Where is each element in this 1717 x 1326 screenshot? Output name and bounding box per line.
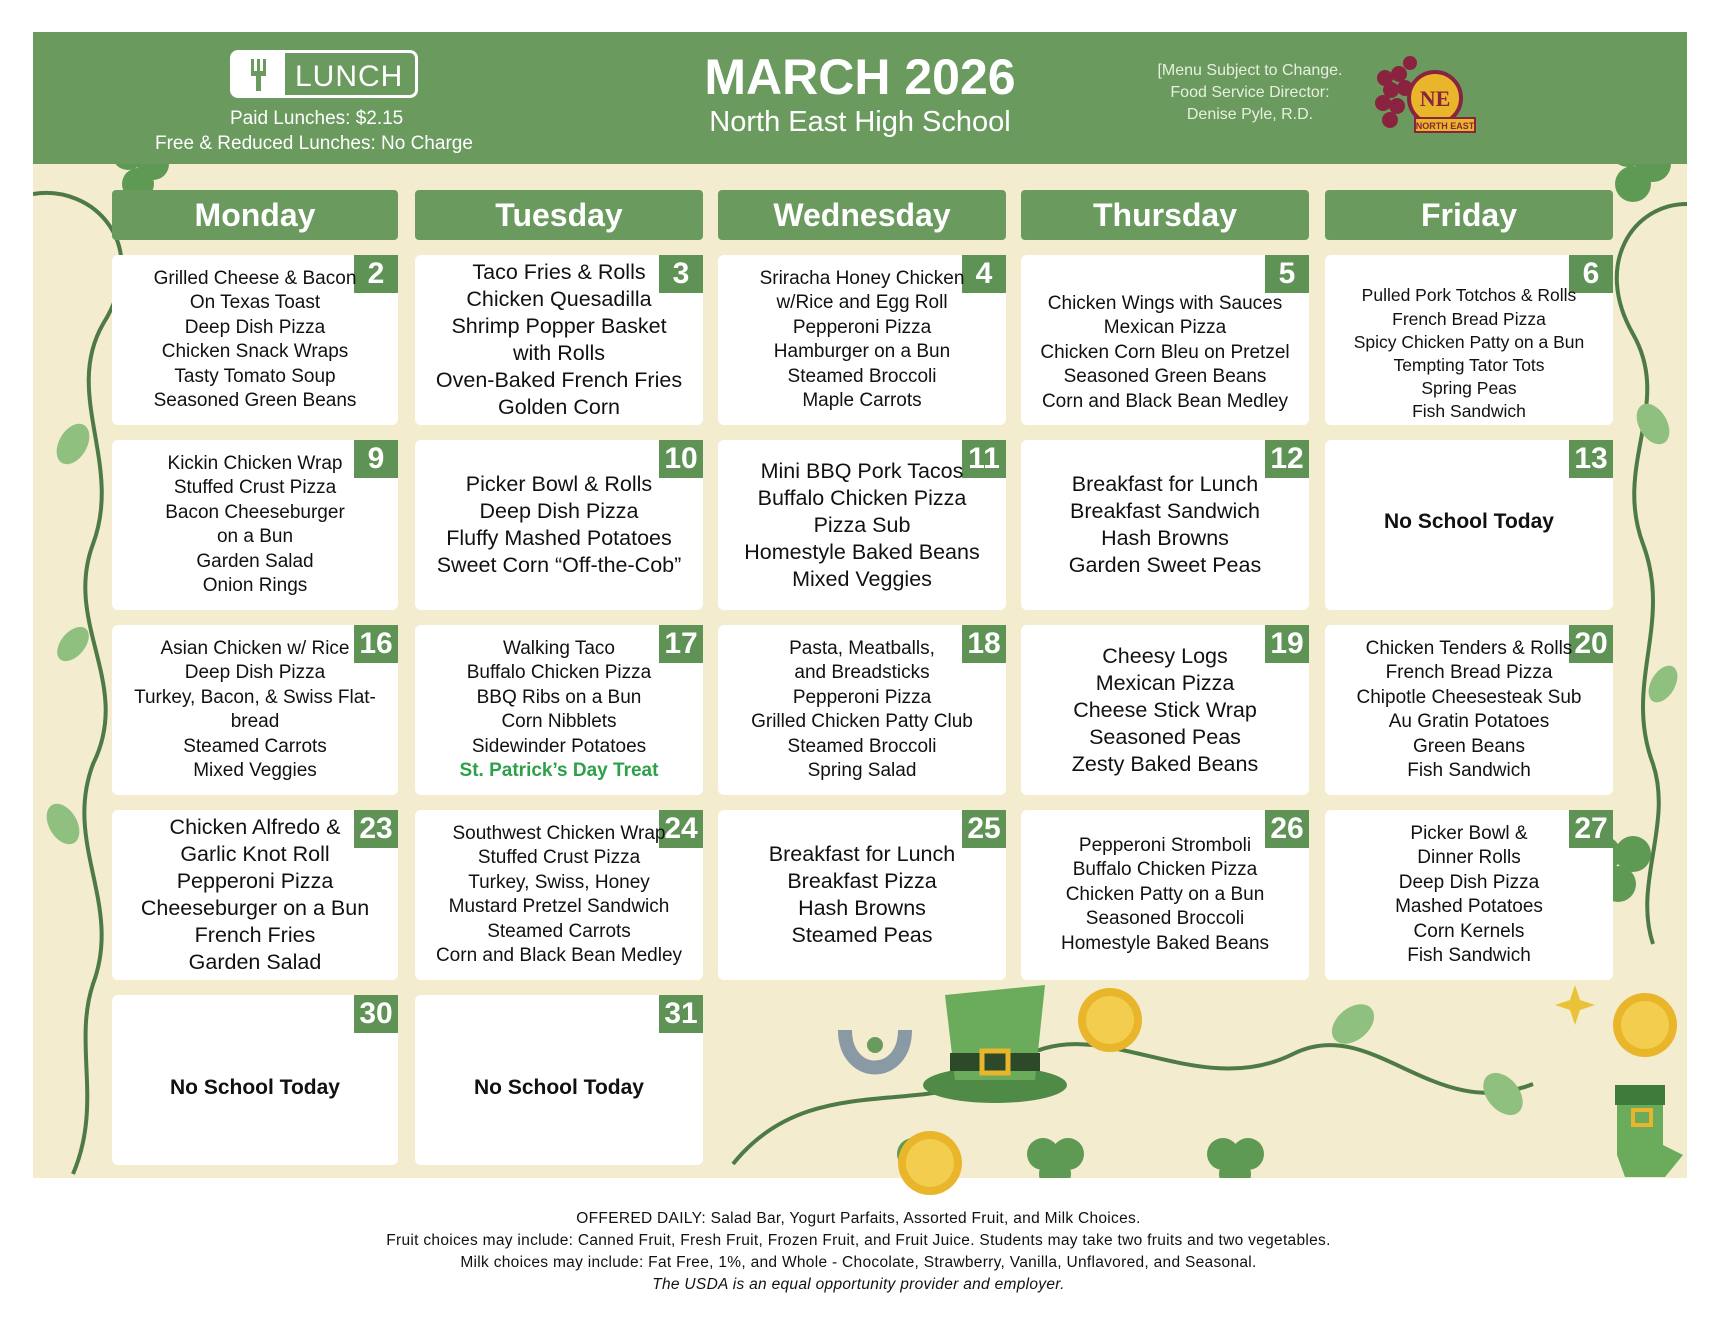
notice-line-3: Denise Pyle, R.D.	[1186, 106, 1314, 123]
day-cell	[1325, 255, 1613, 425]
menu-item: Southwest Chicken Wrap	[452, 822, 666, 844]
menu-item: Pepperoni Pizza	[176, 869, 334, 893]
date-number: 16	[354, 625, 398, 663]
day-cell	[1021, 810, 1309, 980]
menu-item: Oven-Baked French Fries	[435, 368, 683, 392]
menu-item: Picker Bowl & Rolls	[465, 472, 653, 496]
menu-item: Tempting Tator Tots	[1393, 355, 1545, 375]
day-cell	[112, 995, 398, 1165]
day-cell	[112, 255, 398, 425]
menu-item: w/Rice and Egg Roll	[776, 292, 948, 313]
date-number: 3	[659, 255, 703, 293]
date-number: 5	[1265, 255, 1309, 293]
date-number: 23	[354, 810, 398, 848]
day-cell	[112, 440, 398, 610]
menu-items	[116, 444, 394, 606]
day-cell	[112, 625, 398, 795]
menu-item: Fish Sandwich	[1412, 401, 1526, 422]
menu-item: Corn Kernels	[1413, 920, 1525, 942]
date-number: 24	[659, 810, 703, 848]
menu-item: with Rolls	[513, 341, 605, 365]
menu-item: Steamed Carrots	[183, 735, 327, 757]
gold-coin-icon-2	[895, 1128, 965, 1198]
date-number: 25	[962, 810, 1006, 848]
menu-item: Seasoned Green Beans	[1063, 366, 1267, 388]
menu-item: Onion Rings	[202, 575, 308, 596]
menu-item: Steamed Carrots	[487, 920, 631, 942]
day-header-thursday: Thursday	[1021, 190, 1309, 240]
menu-items	[722, 629, 1002, 791]
day-cell	[718, 625, 1006, 795]
menu-items	[116, 259, 394, 421]
gold-coin-icon-3	[1610, 990, 1680, 1060]
menu-item: Au Gratin Potatoes	[1388, 711, 1550, 732]
menu-item: Green Beans	[1413, 735, 1525, 757]
menu-item: Pizza Sub	[813, 512, 911, 537]
menu-item: Grilled Chicken Patty Club	[751, 711, 973, 732]
menu-item: Fish Sandwich	[1407, 760, 1531, 781]
menu-item: Garden Salad	[188, 950, 322, 974]
menu-item: Breakfast Pizza	[787, 869, 937, 893]
date-number: 2	[354, 255, 398, 293]
menu-item: Mexican Pizza	[1095, 670, 1235, 695]
menu-items	[419, 259, 699, 421]
menu-item: Walking Taco	[503, 637, 615, 659]
menu-item: on a Bun	[216, 526, 294, 547]
date-number: 18	[962, 625, 1006, 663]
menu-item: Chicken Quesadilla	[466, 287, 652, 311]
menu-item: Chicken Corn Bleu on Pretzel	[1040, 341, 1290, 363]
menu-item: Maple Carrots	[802, 390, 922, 411]
menu-items	[1329, 285, 1609, 423]
menu-item: and Breadsticks	[794, 662, 930, 683]
lunch-label: LUNCH	[295, 60, 404, 93]
date-number: 27	[1569, 810, 1613, 848]
menu-item: Pepperoni Pizza	[792, 316, 932, 338]
menu-item: French Bread Pizza	[1385, 662, 1553, 683]
menu-item: Corn and Black Bean Medley	[435, 945, 683, 966]
school-name: North East High School	[709, 106, 1011, 138]
menu-item: Seasoned Peas	[1089, 724, 1241, 749]
menu-item: Garden Salad	[196, 550, 314, 572]
menu-item: Chicken Tenders & Rolls	[1365, 637, 1573, 659]
menu-notice	[1135, 60, 1365, 126]
menu-item: Steamed Broccoli	[787, 365, 937, 387]
menu-items	[419, 1015, 699, 1161]
date-number: 20	[1569, 625, 1613, 663]
menu-item: Breakfast Sandwich	[1069, 499, 1260, 523]
menu-item: Fluffy Mashed Potatoes	[446, 526, 672, 550]
menu-items	[1025, 285, 1305, 421]
menu-items	[1025, 444, 1305, 606]
menu-items	[419, 444, 699, 606]
menu-items	[116, 629, 394, 791]
menu-item: Deep Dish Pizza	[184, 662, 326, 683]
menu-items	[1329, 814, 1609, 976]
fork-icon	[233, 53, 285, 95]
menu-item: Mexican Pizza	[1103, 317, 1227, 339]
menu-item: Deep Dish Pizza	[479, 499, 639, 523]
menu-items	[722, 814, 1002, 976]
menu-item: Steamed Broccoli	[787, 735, 937, 757]
day-cell	[1325, 625, 1613, 795]
menu-item: Pulled Pork Totchos & Rolls	[1361, 285, 1577, 306]
menu-items	[419, 629, 699, 791]
menu-item: Deep Dish Pizza	[184, 316, 326, 338]
menu-items	[722, 259, 1002, 421]
menu-item: Sidewinder Potatoes	[471, 735, 647, 757]
menu-item: Deep Dish Pizza	[1398, 871, 1540, 893]
lunch-badge	[230, 50, 418, 98]
menu-item: Zesty Baked Beans	[1071, 751, 1259, 776]
day-cell	[1021, 255, 1309, 425]
day-cell	[415, 255, 703, 425]
menu-items	[722, 444, 1002, 606]
sparkle-icon	[1555, 985, 1595, 1025]
menu-item: Picker Bowl &	[1410, 822, 1528, 844]
day-cell	[1325, 810, 1613, 980]
menu-item: BBQ Ribs on a Bun	[476, 686, 642, 708]
menu-item: Homestyle Baked Beans	[744, 539, 980, 564]
menu-item: Fish Sandwich	[1407, 945, 1531, 966]
menu-item: Chicken Patty on a Bun	[1065, 883, 1265, 905]
menu-item: Tasty Tomato Soup	[174, 365, 336, 387]
menu-items	[1329, 510, 1609, 606]
menu-item: Spicy Chicken Patty on a Bun	[1353, 331, 1585, 352]
menu-item: Bacon Cheeseburger	[165, 501, 345, 523]
date-number: 6	[1569, 255, 1613, 293]
no-school-label: No School Today	[170, 1075, 340, 1099]
school-logo	[1365, 48, 1480, 148]
date-number: 19	[1265, 625, 1309, 663]
gold-coin-icon	[1075, 985, 1145, 1055]
day-cell	[415, 810, 703, 980]
menu-item: On Texas Toast	[189, 292, 321, 313]
menu-item: Garden Sweet Peas	[1068, 553, 1262, 577]
menu-item: Pepperoni Stromboli	[1078, 834, 1252, 856]
special-treat: St. Patrick’s Day Treat	[459, 760, 659, 781]
menu-item: Buffalo Chicken Pizza	[1072, 859, 1258, 881]
menu-item: Mixed Veggies	[193, 760, 317, 781]
menu-items	[415, 814, 703, 976]
menu-item: Seasoned Green Beans	[153, 390, 357, 411]
menu-item: Stuffed Crust Pizza	[173, 477, 337, 498]
menu-items	[116, 1015, 394, 1161]
menu-item: Shrimp Popper Basket	[451, 314, 667, 338]
menu-item: Mixed Veggies	[792, 566, 932, 591]
menu-item: Corn and Black Bean Medley	[1041, 390, 1289, 412]
menu-item: Homestyle Baked Beans	[1060, 932, 1270, 954]
menu-item: Mustard Pretzel Sandwich	[448, 896, 670, 917]
menu-item: Chicken Wings with Sauces	[1047, 292, 1283, 314]
day-cell	[718, 810, 1006, 980]
menu-item: Spring Peas	[1421, 378, 1517, 399]
menu-item: Mini BBQ Pork Tacos	[760, 458, 964, 483]
day-header-wednesday: Wednesday	[718, 190, 1006, 240]
menu-item: Sweet Corn “Off-the-Cob”	[436, 553, 682, 577]
page-title: MARCH 2026	[704, 49, 1016, 105]
menu-item: Chicken Snack Wraps	[161, 341, 349, 362]
menu-item: Mashed Potatoes	[1395, 896, 1543, 917]
menu-item: Buffalo Chicken Pizza	[466, 662, 652, 683]
day-header-friday: Friday	[1325, 190, 1613, 240]
menu-item: French Fries	[194, 923, 316, 947]
day-header-tuesday: Tuesday	[415, 190, 703, 240]
footer-offered-daily: OFFERED DAILY: Salad Bar, Yogurt Parfaits, Assorted Fruit, and Milk Choices.	[576, 1210, 1141, 1227]
menu-item: Kickin Chicken Wrap	[167, 452, 343, 474]
notice-line-2: Food Service Director:	[1170, 84, 1330, 101]
date-number: 11	[962, 440, 1006, 478]
menu-item: Breakfast for Lunch	[1071, 472, 1259, 496]
day-cell	[415, 625, 703, 795]
menu-item: Asian Chicken w/ Rice	[160, 637, 350, 659]
paid-lunch-price: Paid Lunches: $2.15	[230, 108, 404, 129]
menu-item: bread	[230, 711, 280, 732]
menu-item: Chicken Alfredo &	[169, 815, 341, 839]
menu-item: Hash Browns	[798, 896, 926, 920]
date-number: 30	[354, 995, 398, 1033]
notice-line-1: [Menu Subject to Change.	[1157, 62, 1343, 79]
menu-item: Stuffed Crust Pizza	[477, 847, 641, 868]
menu-item: Cheeseburger on a Bun	[140, 896, 370, 920]
date-number: 13	[1569, 440, 1613, 478]
menu-items	[1025, 814, 1305, 976]
date-number: 4	[962, 255, 1006, 293]
leprechaun-hat-icon	[920, 975, 1070, 1105]
menu-item: Dinner Rolls	[1417, 847, 1521, 868]
logo-letters: NE	[1419, 86, 1451, 111]
date-number: 12	[1265, 440, 1309, 478]
menu-item: Turkey, Swiss, Honey	[468, 871, 650, 893]
day-cell	[718, 255, 1006, 425]
menu-item: Taco Fries & Rolls	[472, 260, 646, 284]
menu-item: Pepperoni Pizza	[792, 686, 932, 708]
menu-item: Hamburger on a Bun	[773, 341, 951, 362]
free-reduced-price: Free & Reduced Lunches: No Charge	[155, 133, 473, 154]
day-cell	[415, 995, 703, 1165]
menu-item: Seasoned Broccoli	[1085, 908, 1245, 930]
footer-fruit-choices: Fruit choices may include: Canned Fruit, Fresh Fruit, Frozen Fruit, and Fruit Juice. Students may take two fruits and two vegetables.	[386, 1232, 1331, 1249]
menu-item: Cheese Stick Wrap	[1073, 697, 1257, 722]
menu-item: Sriracha Honey Chicken	[759, 267, 965, 289]
menu-item: Breakfast for Lunch	[768, 842, 956, 866]
menu-item: Chipotle Cheesesteak Sub	[1356, 686, 1582, 708]
menu-item: French Bread Pizza	[1392, 308, 1546, 329]
menu-item: Steamed Peas	[791, 923, 933, 947]
menu-item: Golden Corn	[498, 395, 620, 419]
logo-text: NORTH EAST	[1415, 121, 1475, 131]
menu-item: Buffalo Chicken Pizza	[757, 485, 967, 510]
date-number: 17	[659, 625, 703, 663]
day-cell	[1021, 440, 1309, 610]
menu-item: Pasta, Meatballs,	[789, 637, 935, 659]
footer-milk-choices: Milk choices may include: Fat Free, 1%, and Whole - Chocolate, Strawberry, Vanilla, Unflavored, and Seasonal.	[460, 1254, 1257, 1271]
menu-items	[1025, 629, 1305, 791]
day-cell	[1021, 625, 1309, 795]
menu-item: Corn Nibblets	[501, 711, 617, 732]
menu-item: Grilled Cheese & Bacon	[153, 267, 357, 289]
leprechaun-boot-icon	[1595, 1085, 1685, 1180]
day-cell	[718, 440, 1006, 610]
date-number: 9	[354, 440, 398, 478]
footer-usda-statement: The USDA is an equal opportunity provider and employer.	[652, 1276, 1065, 1293]
menu-items	[1329, 629, 1609, 791]
day-cell	[415, 440, 703, 610]
day-cell	[1325, 440, 1613, 610]
day-cell	[112, 810, 398, 980]
menu-item: Hash Browns	[1101, 526, 1229, 550]
no-school-label: No School Today	[474, 1075, 644, 1099]
date-number: 26	[1265, 810, 1309, 848]
date-number: 31	[659, 995, 703, 1033]
no-school-label: No School Today	[1384, 510, 1554, 533]
menu-item: Garlic Knot Roll	[180, 842, 330, 866]
menu-item: Turkey, Bacon, & Swiss Flat-	[134, 686, 376, 708]
menu-item: Cheesy Logs	[1102, 643, 1228, 668]
horseshoe-icon	[835, 1020, 915, 1090]
day-header-monday: Monday	[112, 190, 398, 240]
menu-item: Spring Salad	[807, 760, 917, 781]
menu-items	[116, 814, 394, 976]
date-number: 10	[659, 440, 703, 478]
